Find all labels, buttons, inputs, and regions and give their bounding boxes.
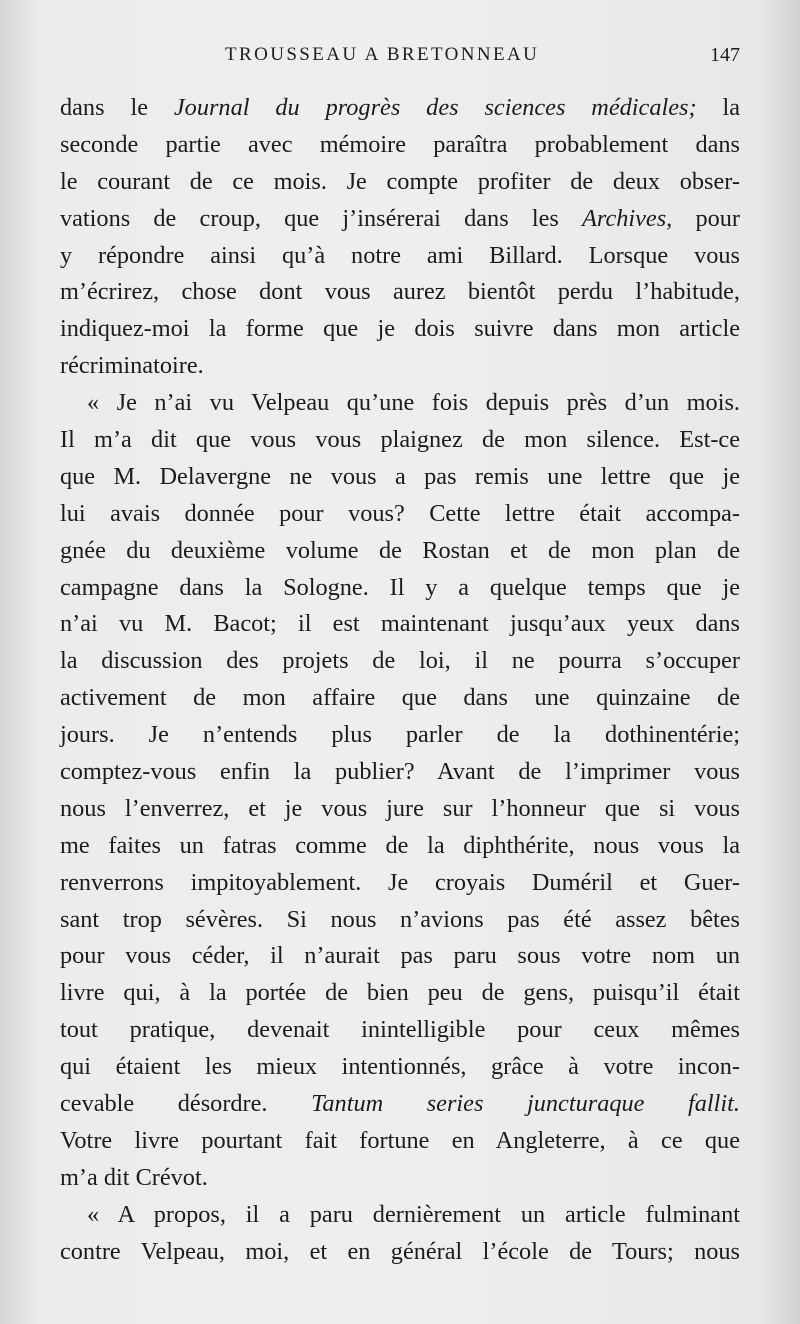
text-line-roman-tail: pour	[672, 204, 740, 232]
text-line	[60, 1086, 740, 1123]
text-line	[60, 754, 740, 791]
text-line	[60, 201, 740, 238]
text-line-roman: « Je n’ai vu Velpeau qu’une fois depuis près d’un mois.	[87, 389, 740, 417]
text-line	[60, 1160, 740, 1197]
text-line	[60, 975, 740, 1012]
text-line	[60, 311, 740, 348]
text-line-roman: activement de mon affaire que dans une quinzaine de	[60, 684, 740, 712]
text-line-roman: pour vous céder, il n’aurait pas paru sous votre nom un	[60, 942, 740, 970]
text-line-roman: la discussion des projets de loi, il ne pourra s’occuper	[60, 647, 740, 675]
page-number: 147	[710, 44, 740, 66]
running-title: TROUSSEAU A BRETONNEAU	[225, 44, 540, 65]
text-line-roman: livre qui, à la portée de bien peu de gens, puisqu’il était	[60, 979, 740, 1007]
text-line-roman: tout pratique, devenait inintelligible pour ceux mêmes	[60, 1016, 740, 1044]
text-line	[60, 680, 740, 717]
text-line	[60, 164, 740, 201]
text-line-roman: m’écrirez, chose dont vous aurez bientôt perdu l’habitude,	[60, 278, 740, 306]
text-line-roman: qui étaient les mieux intentionnés, grâce à votre incon-	[60, 1053, 740, 1081]
text-line	[60, 348, 740, 385]
text-line-italic: Journal du progrès des sciences médicales;	[173, 94, 697, 121]
text-line	[60, 643, 740, 680]
running-head	[60, 44, 740, 74]
text-line-roman: lui avais donnée pour vous? Cette lettre était accompa-	[60, 499, 740, 527]
text-line-roman: cevable désordre.	[60, 1090, 312, 1118]
text-line-roman: « A propos, il a paru dernièrement un article fulminant	[87, 1200, 740, 1228]
text-line	[60, 828, 740, 865]
text-line	[60, 902, 740, 939]
text-line-roman: me faites un fatras comme de la diphthérite, nous vous la	[60, 831, 740, 859]
text-line	[60, 938, 740, 975]
text-line-roman: seconde partie avec mémoire paraîtra probablement dans	[60, 130, 740, 158]
body-text	[60, 90, 740, 1271]
text-line-italic: Tantum series juncturaque fallit.	[311, 1090, 740, 1118]
text-line	[60, 1197, 740, 1234]
text-line-roman: comptez-vous enfin la publier? Avant de l’imprimer vous	[60, 758, 740, 786]
text-line	[60, 274, 740, 311]
text-line-roman: contre Velpeau, moi, et en général l’école de Tours; nous	[60, 1237, 740, 1265]
text-line-roman: nous l’enverrez, et je vous jure sur l’honneur que si vous	[60, 794, 740, 822]
text-line	[60, 1234, 740, 1271]
text-line	[60, 459, 740, 496]
text-line-roman: n’ai vu M. Bacot; il est maintenant jusqu’aux yeux dans	[60, 610, 740, 638]
text-line-roman: récriminatoire.	[60, 352, 204, 380]
text-line	[60, 606, 740, 643]
text-line	[60, 90, 740, 127]
text-line-roman: le courant de ce mois. Je compte profiter de deux obser-	[60, 167, 740, 195]
text-line-roman: vations de croup, que j’insérerai dans les	[60, 204, 583, 232]
text-line-roman: indiquez-moi la forme que je dois suivre dans mon article	[60, 315, 740, 343]
text-line-roman: que M. Delavergne ne vous a pas remis une lettre que je	[60, 462, 740, 490]
text-line	[60, 127, 740, 164]
text-line	[60, 385, 740, 422]
text-line-roman: dans le	[60, 94, 174, 121]
text-line-roman: Il m’a dit que vous vous plaignez de mon silence. Est-ce	[60, 426, 740, 454]
text-line-roman-tail: la	[696, 94, 740, 121]
text-line-roman: m’a dit Crévot.	[60, 1163, 208, 1191]
text-line	[60, 1049, 740, 1086]
text-line-roman: campagne dans la Sologne. Il y a quelque temps que je	[60, 573, 740, 601]
text-line	[60, 717, 740, 754]
text-line-roman: y répondre ainsi qu’à notre ami Billard. Lorsque vous	[60, 241, 740, 269]
text-line	[60, 1012, 740, 1049]
text-line	[60, 238, 740, 275]
text-line-roman: sant trop sévères. Si nous n’avions pas été assez bêtes	[60, 905, 740, 933]
text-line	[60, 422, 740, 459]
text-line-roman: jours. Je n’entends plus parler de la dothinentérie;	[60, 721, 740, 749]
text-line	[60, 1123, 740, 1160]
text-line	[60, 496, 740, 533]
text-line-roman: Votre livre pourtant fait fortune en Angleterre, à ce que	[60, 1126, 740, 1154]
text-line-italic: Archives,	[582, 204, 673, 232]
text-line	[60, 533, 740, 570]
text-line-roman: gnée du deuxième volume de Rostan et de mon plan de	[60, 536, 740, 564]
text-line	[60, 865, 740, 902]
text-line-roman: renverrons impitoyablement. Je croyais Duméril et Guer-	[60, 868, 740, 896]
text-line	[60, 791, 740, 828]
text-line	[60, 570, 740, 607]
